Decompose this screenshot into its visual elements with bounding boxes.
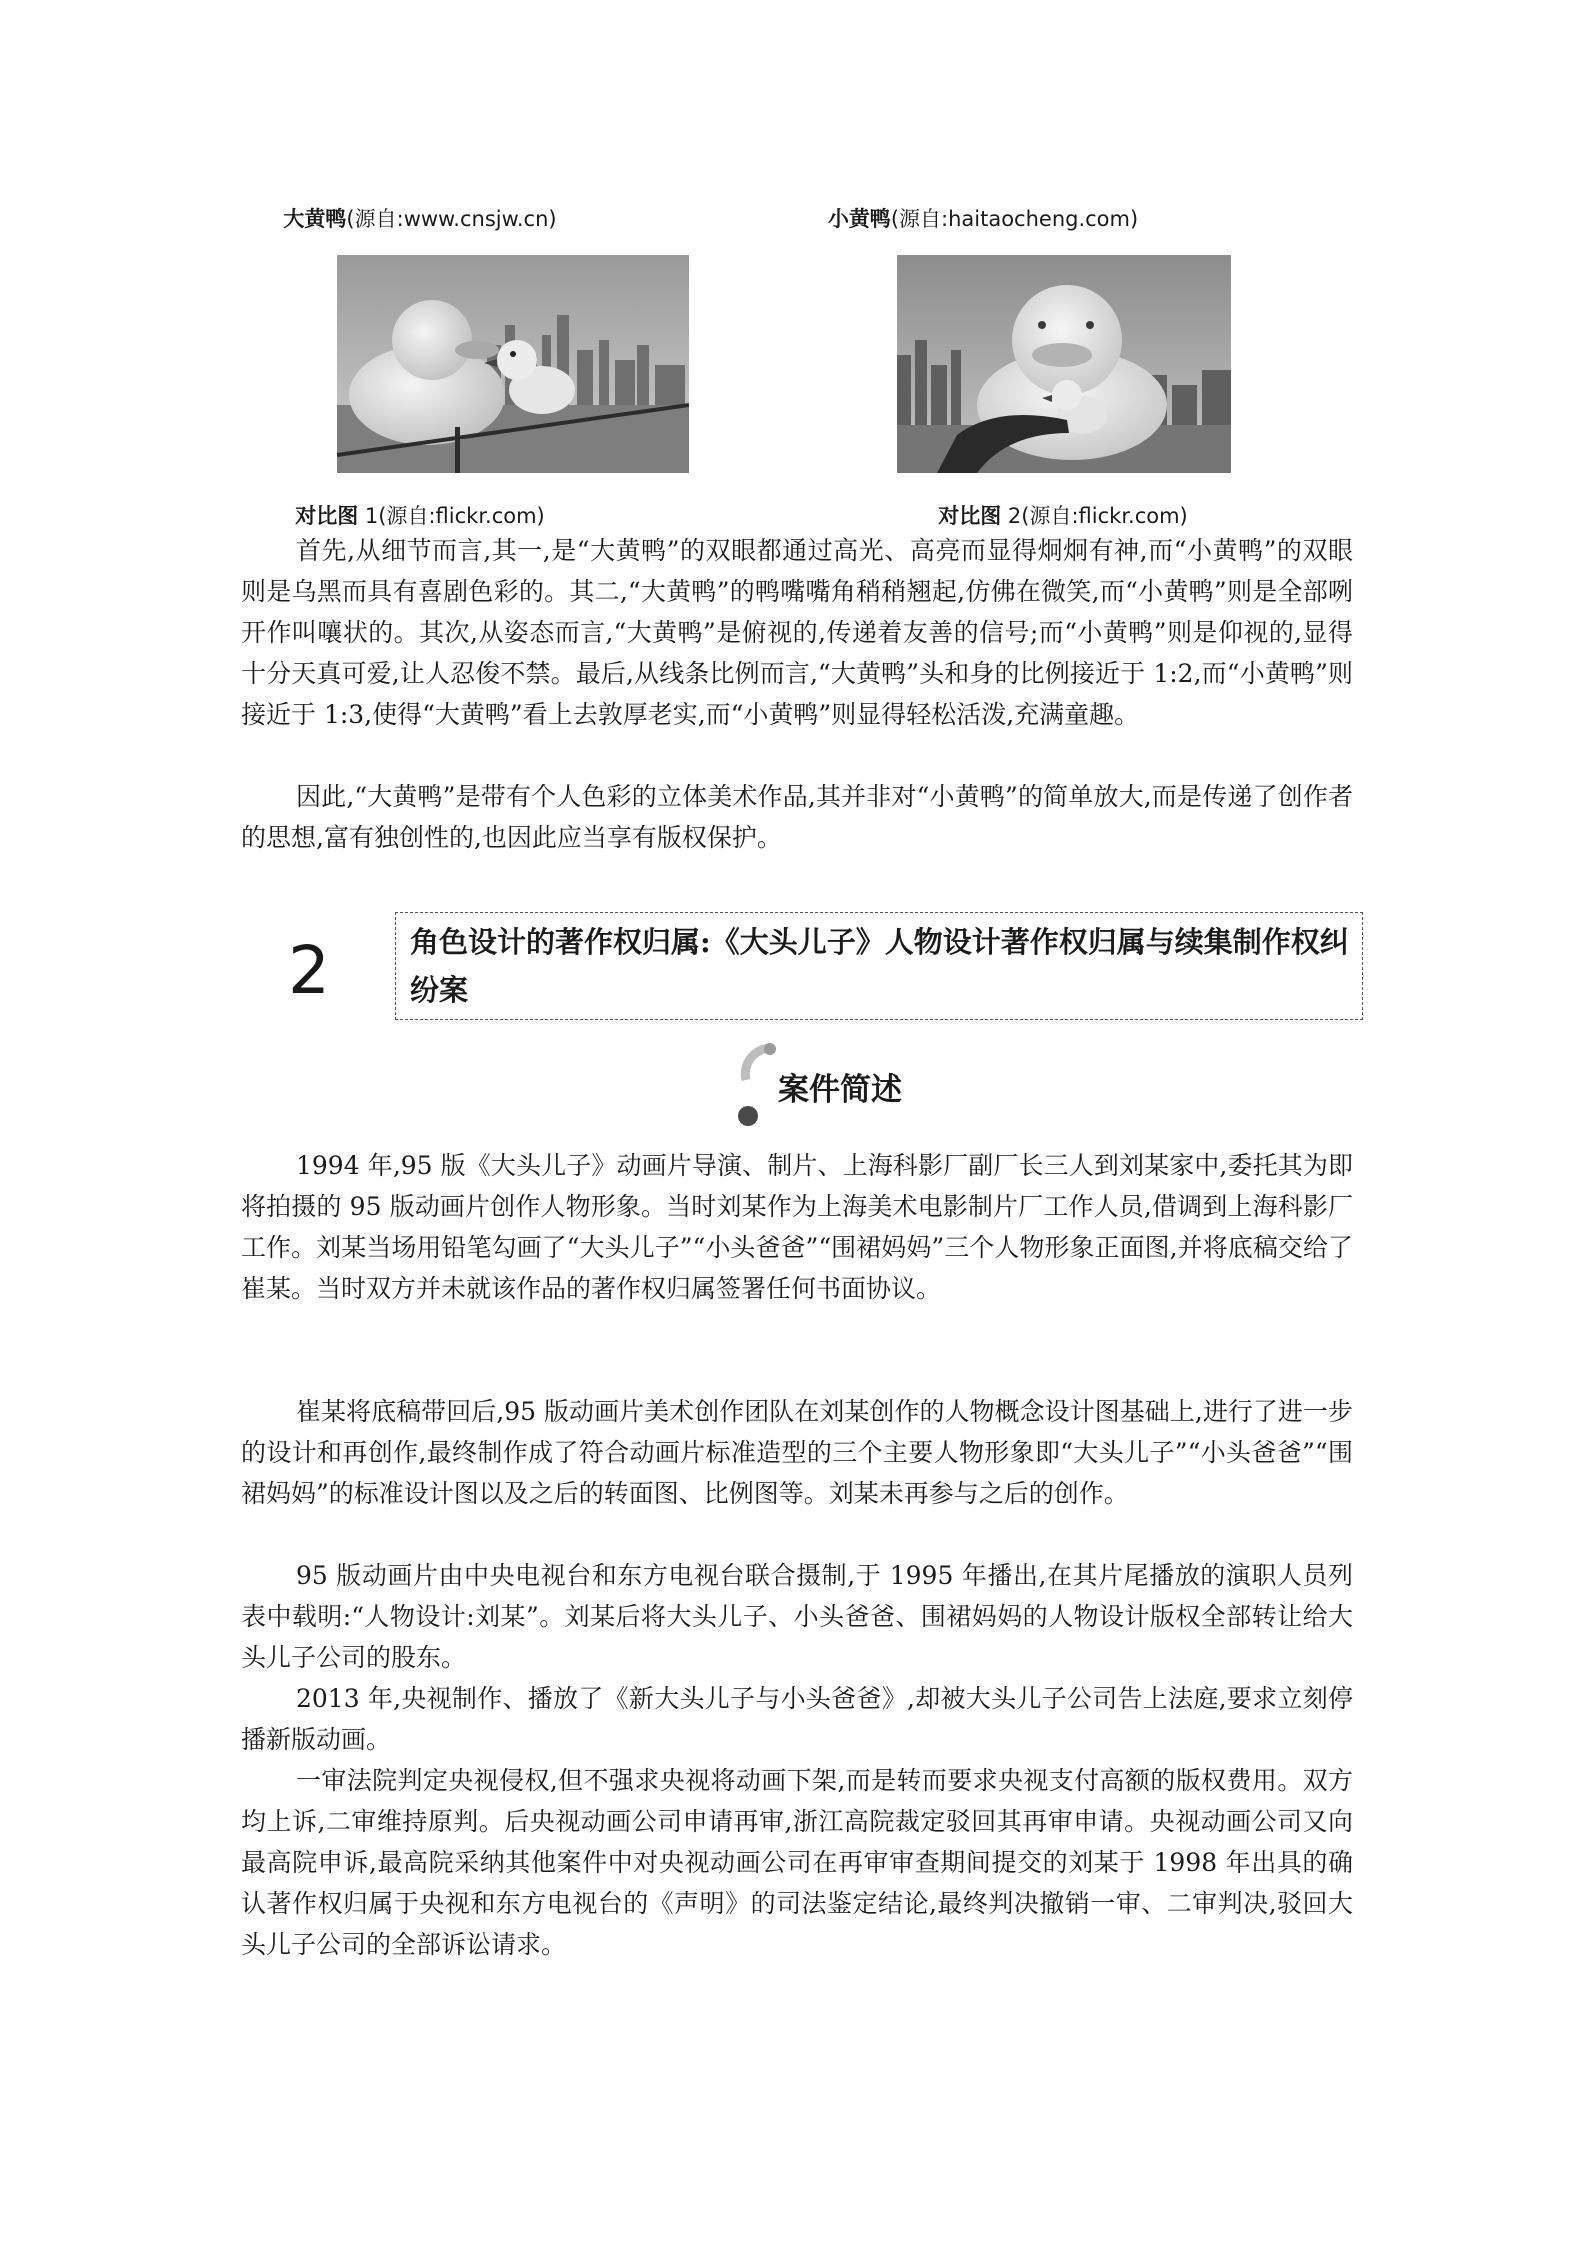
- body-paragraph: 首先,从细节而言,其一,是“大黄鸭”的双眼都通过高光、高亮而显得炯炯有神,而“小黄鸭”的双眼则是乌黑而具有喜剧色彩的。其二,“大黄鸭”的鸭嘴嘴角稍稍翘起,仿佛在微笑,而“小黄鸭”则是全部咧开作叫嚷状的。其次,从姿态而言,“大黄鸭”是俯视的,传递着友善的信号;而“小黄鸭”则是仰视的,显得十分天真可爱,让人忍俊不禁。最后,从线条比例而言,“大黄鸭”头和身的比例接近于 1:2,而“小黄鸭”则接近于 1:3,使得“大黄鸭”看上去敦厚老实,而“小黄鸭”则显得轻松活泼,充满童趣。: [241, 536, 1353, 729]
- heading-decoration-icon: [732, 1040, 782, 1130]
- photo-big-duck: [337, 255, 689, 473]
- section-number: 2: [288, 932, 330, 1009]
- case-paragraph: 95 版动画片由中央电视台和东方电视台联合摄制,于 1995 年播出,在其片尾播放的演职人员列表中载明:“人物设计:刘某”。刘某后将大头儿子、小头爸爸、围裙妈妈的人物设计版权全部转让给大头儿子公司的股东。: [241, 1561, 1353, 1672]
- figure-comparison-rest: 2(源自:flickr.com): [1007, 504, 1188, 528]
- case-paragraph: 1994 年,95 版《大头儿子》动画片导演、制片、上海科影厂副厂长三人到刘某家中,委托其为即将拍摄的 95 版动画片创作人物形象。当时刘某作为上海美术电影制片厂工作人员,借调到上海科影厂工作。刘某当场用铅笔勾画了“大头儿子”“小头爸爸”“围裙妈妈”三个人物形象正面图,并将底稿交给了崔某。当时双方并未就该作品的著作权归属签署任何书面协议。: [241, 1151, 1353, 1303]
- figure-comparison-title: 对比图: [295, 504, 359, 528]
- figure-comparison-rest: 1(源自:flickr.com): [364, 504, 545, 528]
- section-title: 角色设计的著作权归属:《大头儿子》人物设计著作权归属与续集制作权纠纷案: [410, 925, 1349, 1007]
- case-paragraph: 一审法院判定央视侵权,但不强求央视将动画下架,而是转而要求央视支付高额的版权费用。双方均上诉,二审维持原判。后央视动画公司申请再审,浙江高院裁定驳回其再审申请。央视动画公司又向最高院申诉,最高院采纳其他案件中对央视动画公司在再审审查期间提交的刘某于 1998 年出具的确认著作权归属于央视和东方电视台的《声明》的司法鉴定结论,最终判决撤销一审、二审判决,驳回大头儿子公司的全部诉讼请求。: [241, 1766, 1353, 1959]
- sub-heading: 案件简述: [778, 1072, 902, 1108]
- figure-caption-source: (源自:www.cnsjw.cn): [346, 207, 557, 231]
- figure-comparison-1: [200, 500, 640, 530]
- figure-caption-title: 大黄鸭: [283, 207, 347, 231]
- case-paragraph: 崔某将底稿带回后,95 版动画片美术创作团队在刘某创作的人物概念设计图基础上,进行了进一步的设计和再创作,最终制作成了符合动画片标准造型的三个主要人物形象即“大头儿子”“小头爸爸”“围裙妈妈”的标准设计图以及之后的转面图、比例图等。刘某未再参与之后的创作。: [241, 1397, 1353, 1508]
- figure-comparison-2: [843, 500, 1283, 530]
- figure-caption-big-duck: [200, 203, 640, 233]
- body-paragraph: 因此,“大黄鸭”是带有个人色彩的立体美术作品,其并非对“小黄鸭”的简单放大,而是传递了创作者的思想,富有独创性的,也因此应当享有版权保护。: [241, 782, 1353, 852]
- figure-comparison-title: 对比图: [938, 504, 1002, 528]
- figure-caption-source: (源自:haitaocheng.com): [890, 207, 1139, 231]
- figure-caption-small-duck: [763, 203, 1203, 233]
- case-paragraph: 2013 年,央视制作、播放了《新大头儿子与小头爸爸》,却被大头儿子公司告上法庭,要求立刻停播新版动画。: [241, 1684, 1353, 1754]
- figure-caption-title: 小黄鸭: [827, 207, 891, 231]
- photo-small-duck: [897, 255, 1231, 473]
